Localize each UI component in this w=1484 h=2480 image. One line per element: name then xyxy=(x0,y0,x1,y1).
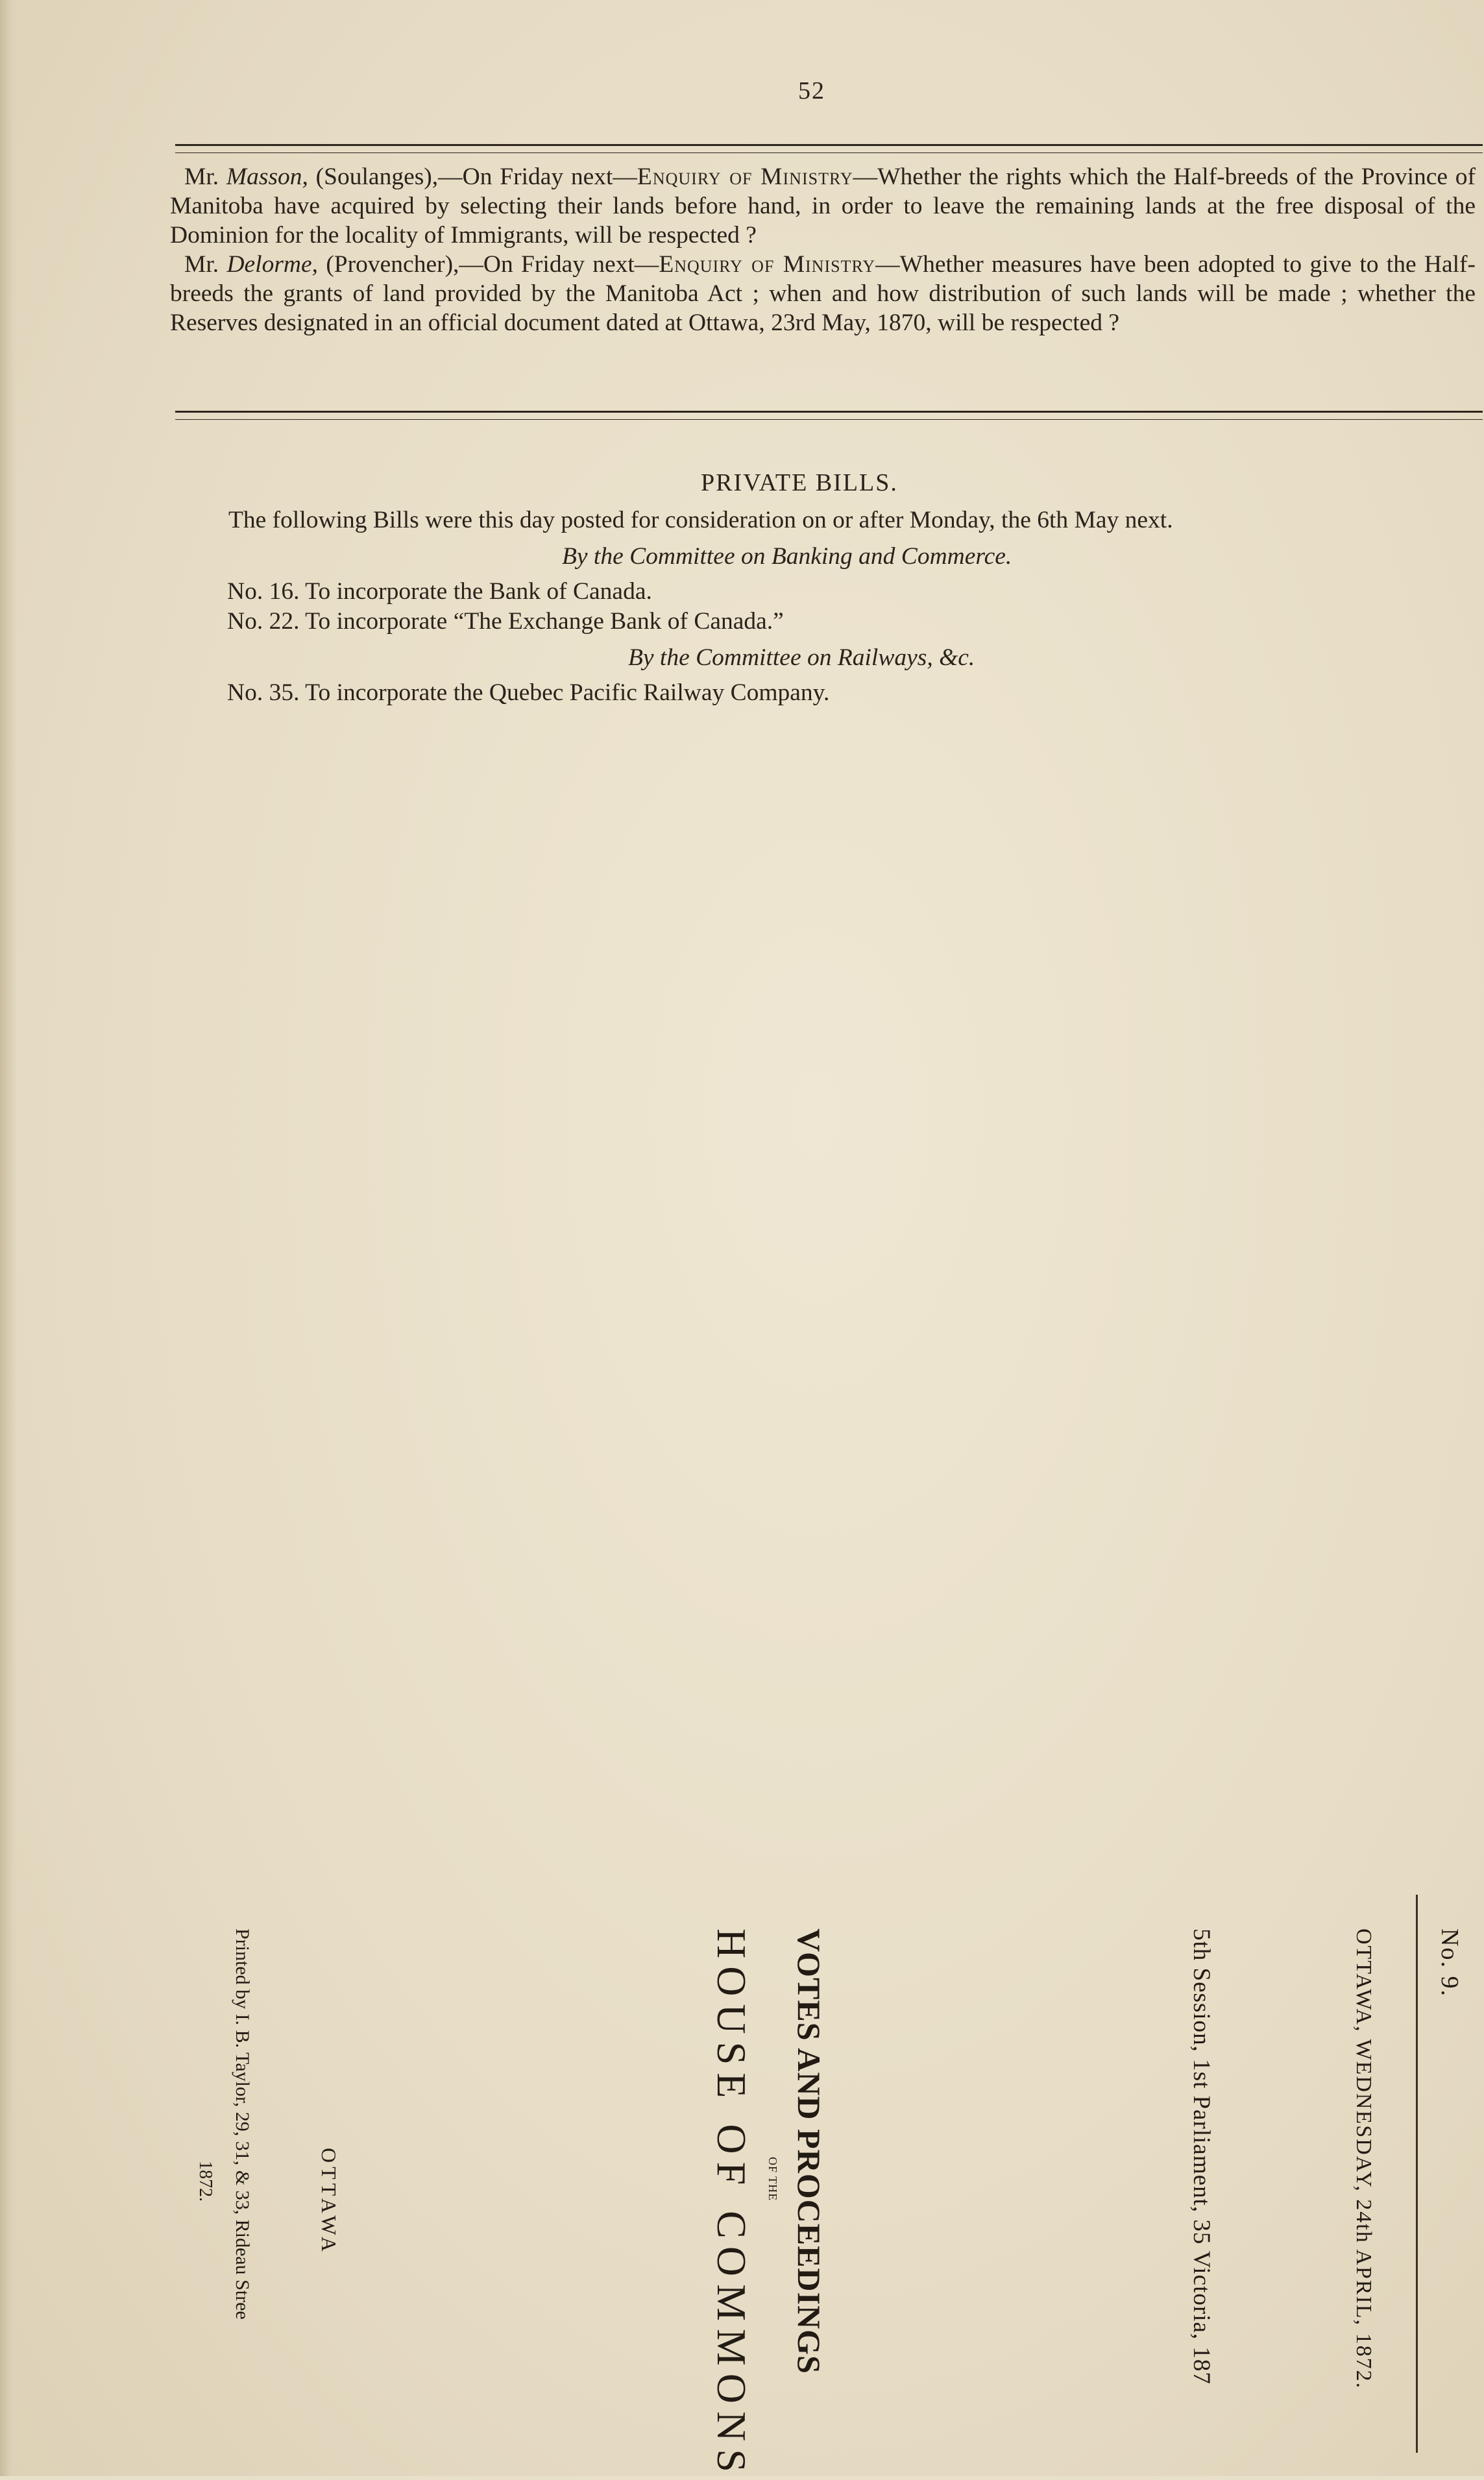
private-bills-heading: PRIVATE BILLS. xyxy=(701,469,898,496)
cover-of-the: OF THE xyxy=(766,2157,779,2202)
page-number: 52 xyxy=(798,77,825,104)
cover-year: 1872. xyxy=(195,2161,215,2202)
cover-place: OTTAWA xyxy=(317,2148,341,2255)
private-bills-intro: The following Bills were this day posted for consideration on or after Monday, the 6th May next. xyxy=(228,507,1173,533)
notice-delorme: Mr. Delorme, (Provencher),—On Friday next—Enquiry of Ministry—Whether measures have been adopted to give to the Half-breeds the grants of land provided by the Manitoba Act ; when and how distribution of such lands will be made ; whether the Reserves designated in an official document dated at Ottawa, 23rd May, 1870, will be respected ? xyxy=(170,251,1476,336)
cover-house-name: HOUSE OF COMMONS xyxy=(709,1928,755,2480)
cover-number: No. 9. xyxy=(1436,1928,1463,1997)
bill-35: No. 35. To incorporate the Quebec Pacific Railway Company. xyxy=(227,679,830,706)
notice-masson: Mr. Masson, (Soulanges),—On Friday next—Enquiry of Ministry—Whether the rights which the Half-breeds of the Province of Manitoba have acquired by selecting their lands before hand, in order to leave the remaining lands at the free disposal of the Dominion for the locality of Immigrants, will be respected ? xyxy=(170,164,1476,249)
committee-banking-heading: By the Committee on Banking and Commerce. xyxy=(562,543,1012,570)
bill-16: No. 16. To incorporate the Bank of Canada. xyxy=(227,578,652,605)
cover-session: 5th Session, 1st Parliament, 35 Victoria, 187 xyxy=(1188,1928,1215,2385)
notices-of-motion xyxy=(170,162,1476,337)
member-name-delorme: Delorme, xyxy=(226,251,319,278)
cover-border-line xyxy=(1416,1895,1418,2453)
section-double-rule xyxy=(175,411,1483,420)
committee-railways-heading: By the Committee on Railways, &c. xyxy=(628,644,975,671)
cover-printer: Printed by I. B. Taylor, 29, 31, & 33, Rideau Stree xyxy=(232,1928,253,2320)
top-double-rule xyxy=(175,144,1483,153)
page-left-edge xyxy=(0,0,17,2476)
bill-22: No. 22. To incorporate “The Exchange Bank of Canada.” xyxy=(227,608,784,635)
member-name-masson: Masson, xyxy=(226,164,308,190)
cover-title: VOTES AND PROCEEDINGS xyxy=(791,1928,827,2374)
cover-dateline: OTTAWA, WEDNESDAY, 24th APRIL, 1872. xyxy=(1352,1928,1376,2390)
